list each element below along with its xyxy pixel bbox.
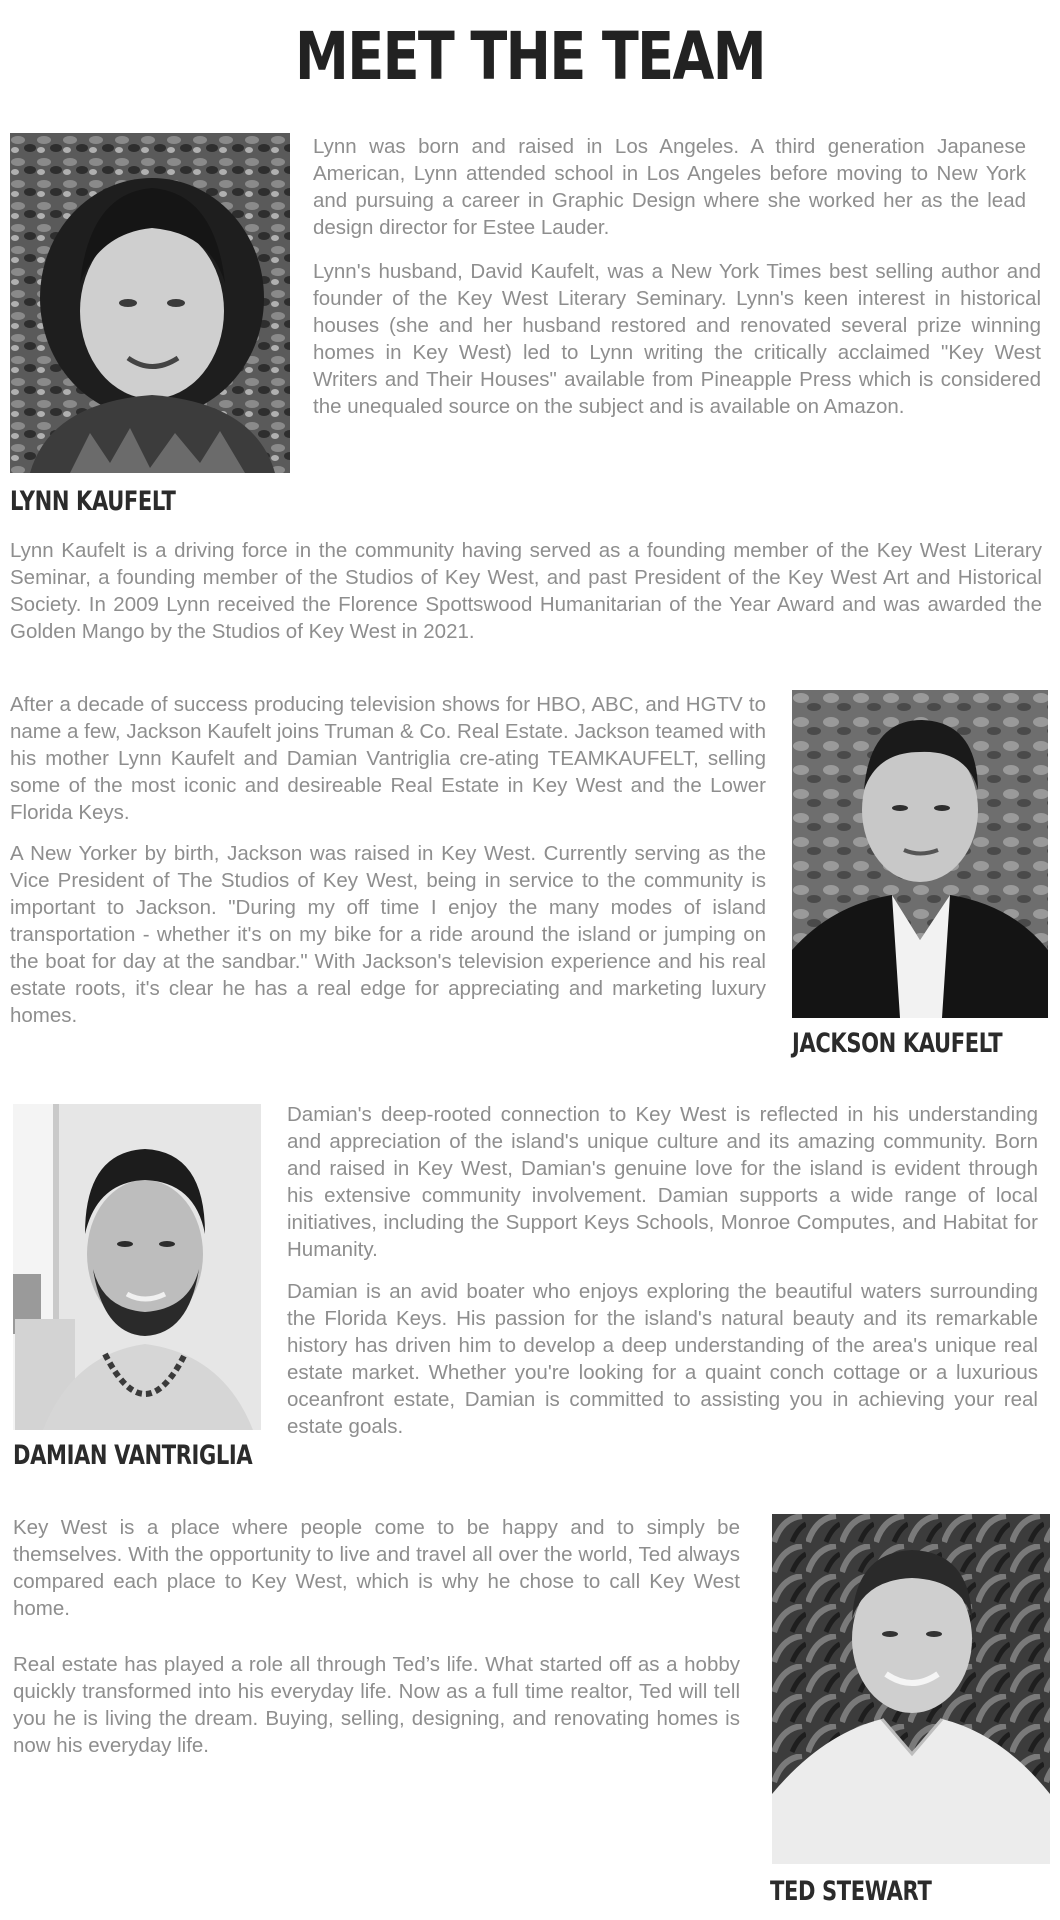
jackson-bio-paragraph-1: After a decade of success producing television shows for HBO, ABC, and HGTV to name a few, Jackson Kaufelt joins Truman & Co. Real Estate. Jackson teamed with his mother Lynn Kaufelt and Damian Vantriglia cre-ating TEAMKAUFELT, selling some of the most iconic and desireable Real Estate in Key West and the Lower Florida Keys. — [10, 693, 766, 824]
portrait-photo-icon — [792, 690, 1048, 1018]
lynn-bio-paragraph-1: Lynn was born and raised in Los Angeles. A third generation Japanese American, Lynn attended school in Los Angeles before moving to New York and pursuing a career in Graphic Design where she worked her as the lead design director for Estee Lauder. — [313, 135, 1026, 239]
damian-vantriglia-name: DAMIAN VANTRIGLIA — [13, 1440, 253, 1471]
jackson-bio-paragraph-2: A New Yorker by birth, Jackson was raised in Key West. Currently serving as the Vice President of The Studios of Key West, being in service to the community is important to Jackson. "During my off time I enjoy the many modes of island transportation - whether it's on my bike for a ride around the island or jumping on the boat for day at the sandbar." With Jackson's television experience and his real estate roots, it's clear he has a real edge for appreciating and marketing luxury homes. — [10, 842, 766, 1027]
ted-bio-paragraph-2: Real estate has played a role all through Ted’s life. What started off as a hobby quickly transformed into his everyday life. Now as a full time realtor, Ted will tell you he is living the dream. Buying, selling, designing, and renovating homes is now his everyday life. — [13, 1653, 740, 1757]
portrait-photo-icon — [13, 1104, 261, 1430]
damian-vantriglia-photo — [13, 1104, 261, 1430]
damian-bio-paragraph-1: Damian's deep-rooted connection to Key West is reflected in his understanding and appreciation of the island's unique culture and its amazing community. Born and raised in Key West, Damian's genuine love for the island is evident through his extensive community involvement. Damian supports a wide range of local initiatives, including the Support Keys Schools, Monroe Computes, and Habitat for Humanity. — [287, 1103, 1038, 1261]
lynn-kaufelt-name: LYNN KAUFELT — [10, 486, 176, 517]
lynn-kaufelt-photo — [10, 133, 290, 473]
page-title: MEET THE TEAM — [295, 18, 765, 95]
damian-bio-paragraph-2: Damian is an avid boater who enjoys exploring the beautiful waters surrounding the Florida Keys. His passion for the island's natural beauty and its remarkable history has driven him to develop a deep understanding of the area's unique real estate market. Whether you're looking for a quaint conch cottage or a luxurious oceanfront estate, Damian is committed to assisting you in achieving your real estate goals. — [287, 1280, 1038, 1438]
lynn-bio-paragraph-2: Lynn's husband, David Kaufelt, was a New York Times best selling author and founder of the Key West Literary Seminary. Lynn's keen interest in historical houses (she and her husband restored and renovated several prize winning homes in Key West) led to Lynn writing the critically acclaimed "Key West Writers and Their Houses" available from Pineapple Press which is considered the unequaled source on the subject and is available on Amazon. — [313, 260, 1041, 418]
lynn-bio-paragraph-3: Lynn Kaufelt is a driving force in the community having served as a founding member of the Key West Literary Seminar, a founding member of the Studios of Key West, and past President of the Key West Art and Historical Society. In 2009 Lynn received the Florence Spottswood Humanitarian of the Year Award and was awarded the Golden Mango by the Studios of Key West in 2021. — [10, 539, 1042, 643]
portrait-photo-icon — [772, 1514, 1050, 1864]
ted-bio-paragraph-1: Key West is a place where people come to be happy and to simply be themselves. With the opportunity to live and travel all over the world, Ted always compared each place to Key West, which is why he chose to call Key West home. — [13, 1516, 740, 1620]
portrait-photo-icon — [10, 133, 290, 473]
ted-stewart-name: TED STEWART — [770, 1876, 932, 1907]
jackson-kaufelt-name: JACKSON KAUFELT — [792, 1028, 1003, 1059]
jackson-kaufelt-photo — [792, 690, 1048, 1018]
ted-stewart-photo — [772, 1514, 1050, 1864]
